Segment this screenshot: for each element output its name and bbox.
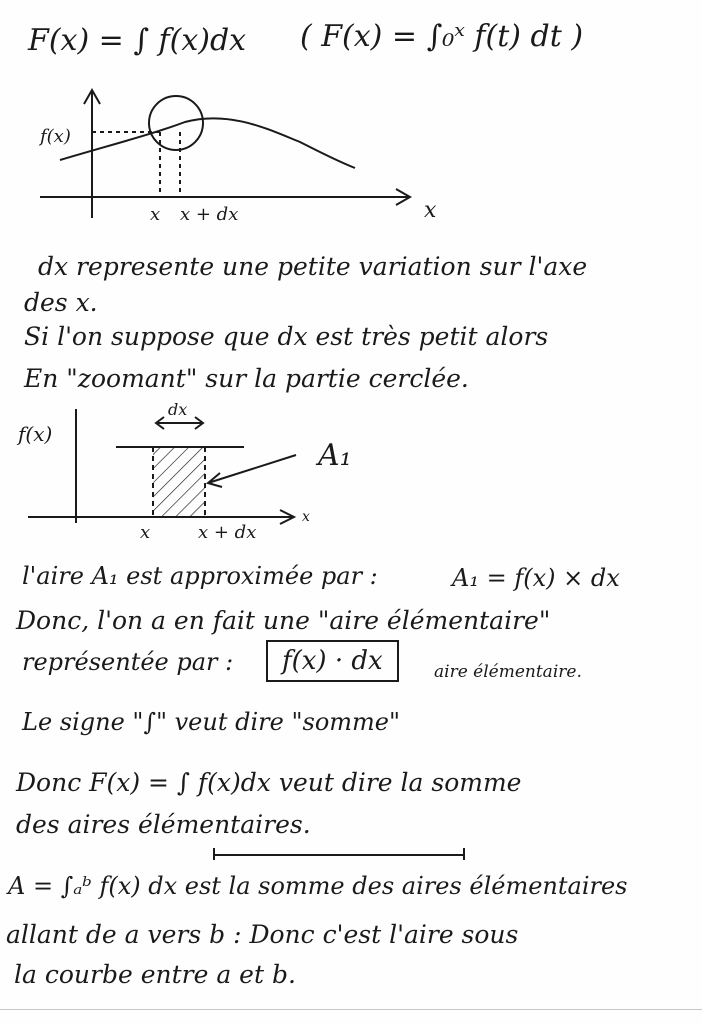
text-dx-line2: des x. [24, 288, 98, 317]
text-elementary-area: Donc, l'on a en fait une "aire élémentaire" [16, 606, 551, 635]
text-represented-by: représentée par : [22, 648, 234, 676]
graph-curve-circled [0, 90, 702, 320]
zoom-circle [149, 96, 203, 150]
formula-definite-integral: ( F(x) = ∫₀ˣ f(t) dt ) [300, 19, 584, 54]
graph2-area-label: A₁ [318, 438, 352, 473]
graph1-x-axis-label: x [424, 198, 437, 223]
page-bottom-edge [0, 1009, 702, 1010]
text-definite-integral-sum: A = ∫ₐᵇ f(x) dx est la somme des aires élémentaires [8, 872, 628, 900]
boxed-formula: f(x) · dx [266, 640, 399, 682]
text-elementary-areas: des aires élémentaires. [16, 810, 311, 839]
text-dx-line4: En "zoomant" sur la partie cerclée. [24, 364, 469, 393]
graph1-tick-x-dx: x + dx [180, 204, 239, 225]
text-dx-line1: dx represente une petite variation sur l'axe [38, 252, 588, 281]
function-curve [60, 118, 355, 168]
text-integral-sign: Le signe "∫" veut dire "somme" [22, 708, 401, 736]
text-area-approx: l'aire A₁ est approximée par : [22, 562, 378, 590]
text-dx-line3: Si l'on suppose que dx est très petit alors [24, 322, 549, 351]
text-from-a-to-b: allant de a vers b : Donc c'est l'aire sous [6, 920, 519, 949]
area-pointer [208, 455, 296, 483]
boxed-formula-note: aire élémentaire. [434, 662, 582, 682]
formula-antiderivative: F(x) = ∫ f(x)dx [28, 23, 247, 58]
text-area-under-curve: la courbe entre a et b. [14, 960, 296, 989]
elementary-area [153, 447, 205, 517]
underline-bracket-right [463, 848, 465, 860]
underline-bracket-left [213, 848, 215, 860]
graph1-y-label: f(x) [40, 126, 71, 147]
graph2-dx-label: dx [168, 400, 188, 419]
text-F-means-sum: Donc F(x) = ∫ f(x)dx veut dire la somme [16, 768, 522, 797]
graph1-tick-x: x [150, 204, 161, 225]
graph-zoomed-rectangle [0, 395, 702, 545]
graph2-tick-x-dx: x + dx [198, 522, 257, 543]
graph2-x-axis-label: x [302, 509, 310, 525]
underline-bracket [213, 854, 465, 856]
graph2-y-label: f(x) [18, 422, 53, 446]
text-area-formula: A₁ = f(x) × dx [452, 564, 620, 592]
graph2-tick-x: x [140, 522, 151, 543]
